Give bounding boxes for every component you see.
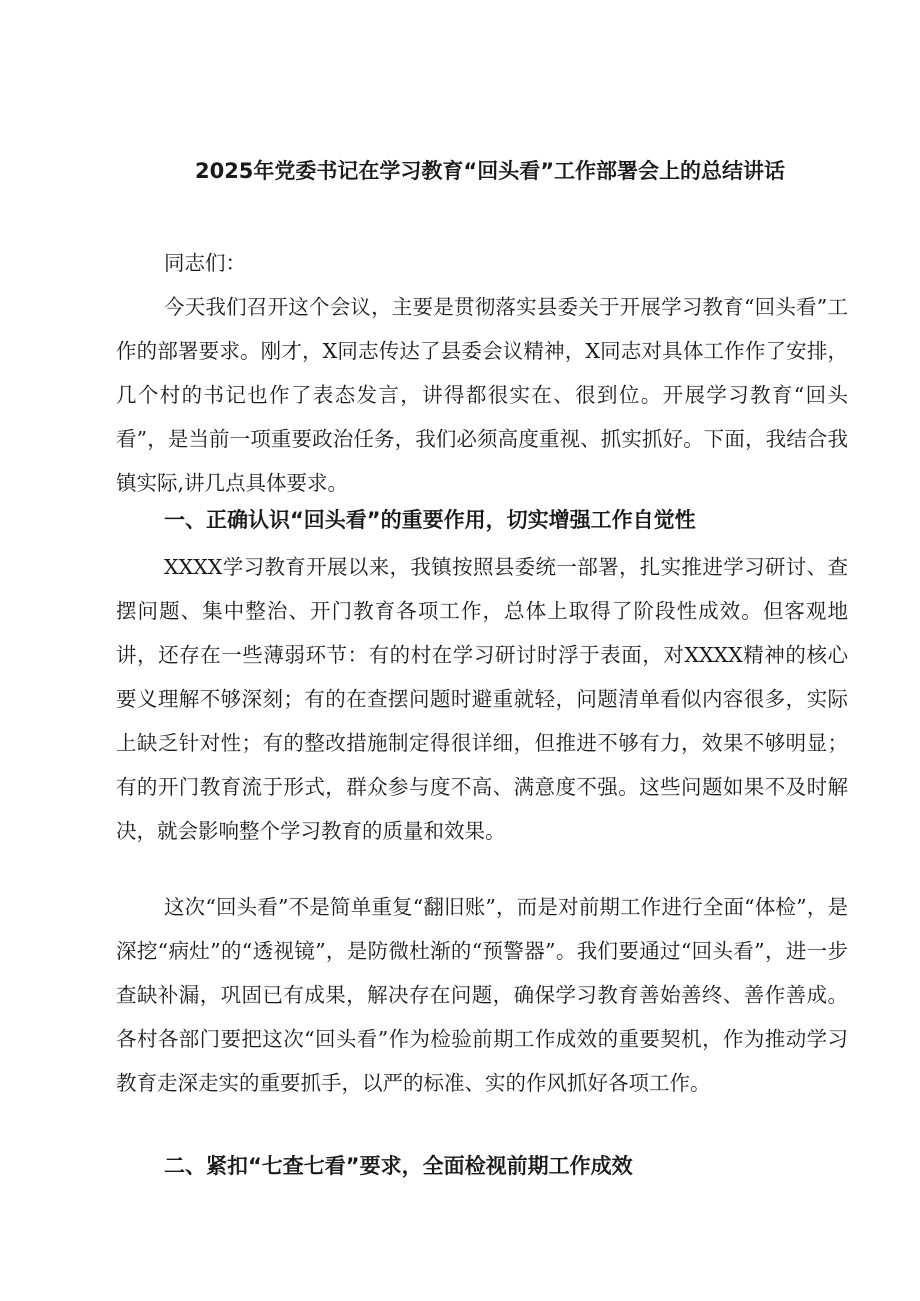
greeting: 同志们： bbox=[164, 251, 246, 275]
paragraph-section1-a: XXXX学习教育开展以来，我镇按照县委统一部署，扎实推进学习研讨、查摆问题、集中整治、开门教育各项工作，总体上取得了阶段性成效。但客观地讲，还存在一些薄弱环节：有的村在学习研讨时浮于表面，对XXXX精神的核心要义理解不够深刻；有的在查摆问题时避重就轻，问题清单看似内容很多，实际上缺乏针对性；有的整改措施制定得很详细，但推进不够有力，效果不够明显；有的开门教育流于形式，群众参与度不高、满意度不强。这些问题如果不及时解决，就会影响整个学习教育的质量和效果。 bbox=[116, 555, 848, 843]
paragraph-opening: 今天我们召开这个会议，主要是贯彻落实县委关于开展学习教育“回头看”工作的部署要求。刚才，X同志传达了县委会议精神，X同志对具体工作作了安排，几个村的书记也作了表态发言，讲得都很实在、很到位。开展学习教育“回头看”，是当前一项重要政治任务，我们必须高度重视、抓实抓好。下面，我结合我镇实际,讲几点具体要求。 bbox=[116, 295, 848, 495]
section-heading-1: 一、正确认识“回头看”的重要作用，切实增强工作自觉性 bbox=[164, 508, 696, 532]
section-heading-2: 二、紧扣“七查七看”要求，全面检视前期工作成效 bbox=[164, 1154, 633, 1178]
paragraph-section1-b: 这次“回头看”不是简单重复“翻旧账”，而是对前期工作进行全面“体检”，是深挖“病灶”的“透视镜”，是防微杜渐的“预警器”。我们要通过“回头看”，进一步查缺补漏，巩固已有成果，解决存在问题，确保学习教育善始善终、善作善成。各村各部门要把这次“回头看”作为检验前期工作成效的重要契机，作为推动学习教育走深走实的重要抓手，以严的标准、实的作风抓好各项工作。 bbox=[116, 895, 848, 1095]
document-title: 2025年党委书记在学习教育“回头看”工作部署会上的总结讲话 bbox=[194, 159, 786, 183]
